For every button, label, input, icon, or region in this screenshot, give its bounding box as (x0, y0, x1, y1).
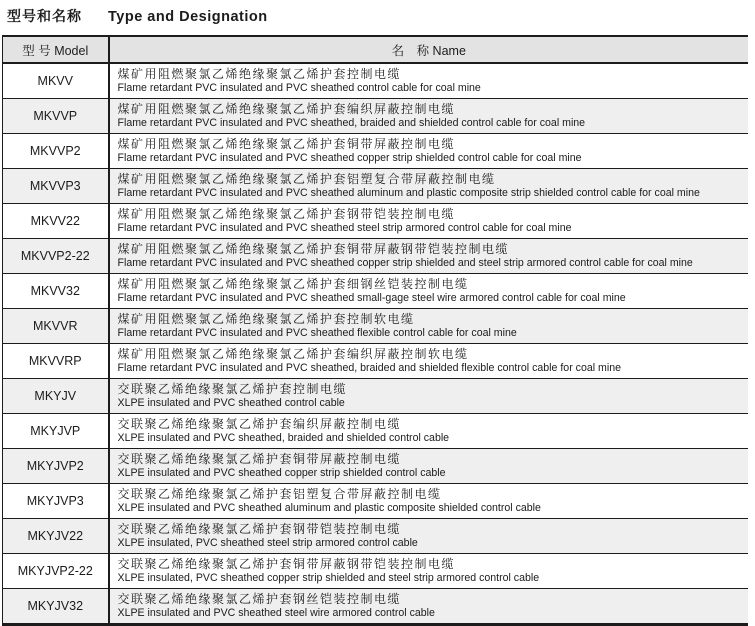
table-header-row (3, 36, 749, 63)
column-header-name: 名 称 Name (109, 36, 749, 63)
name-en: XLPE insulated and PVC sheathed control cable (117, 397, 345, 409)
model-cell: MKVVRP (3, 344, 109, 379)
name-cell (109, 484, 749, 519)
table-row (3, 134, 749, 169)
table-row (3, 589, 749, 625)
name-cell (109, 379, 749, 414)
table-row (3, 239, 749, 274)
name-zh: 煤矿用阻燃聚氯乙烯绝缘聚氯乙烯护套编织屏蔽控制软电缆 (117, 347, 469, 361)
table-row (3, 99, 749, 134)
name-en: Flame retardant PVC insulated and PVC sheathed small-gage steel wire armored control cable for coal mine (117, 292, 626, 304)
table-row (3, 309, 749, 344)
name-zh: 煤矿用阻燃聚氯乙烯绝缘聚氯乙烯护套控制软电缆 (117, 312, 415, 326)
name-cell (109, 554, 749, 589)
name-en: Flame retardant PVC insulated and PVC sheathed aluminum and plastic composite strip shielded control cable for coal mine (117, 187, 700, 199)
name-zh: 煤矿用阻燃聚氯乙烯绝缘聚氯乙烯护套铜带屏蔽控制电缆 (117, 137, 456, 151)
name-zh: 煤矿用阻燃聚氯乙烯绝缘聚氯乙烯护套铝塑复合带屏蔽控制电缆 (117, 172, 496, 186)
name-en: XLPE insulated, PVC sheathed steel strip armored control cable (117, 537, 418, 549)
table-row (3, 204, 749, 239)
name-en: XLPE insulated and PVC sheathed, braided and shielded control cable (117, 432, 450, 444)
model-cell: MKVVR (3, 309, 109, 344)
name-en: XLPE insulated, PVC sheathed copper strip shielded and steel strip armored control cable (117, 572, 540, 584)
model-cell: MKVV22 (3, 204, 109, 239)
table-row (3, 169, 749, 204)
model-cell: MKYJV32 (3, 589, 109, 625)
name-en: XLPE insulated and PVC sheathed steel wire armored control cable (117, 607, 435, 619)
name-cell (109, 204, 749, 239)
table-row (3, 484, 749, 519)
model-cell: MKYJVP3 (3, 484, 109, 519)
table-row (3, 379, 749, 414)
model-cell: MKVVP2-22 (3, 239, 109, 274)
model-cell: MKVV (3, 63, 109, 99)
name-zh: 交联聚乙烯绝缘聚氯乙烯护套控制电缆 (117, 382, 348, 396)
page-title (0, 0, 755, 26)
name-zh: 交联聚乙烯绝缘聚氯乙烯护套铜带屏蔽钢带铠装控制电缆 (117, 557, 456, 571)
name-cell (109, 309, 749, 344)
name-cell (109, 519, 749, 554)
name-cell (109, 449, 749, 484)
name-zh: 煤矿用阻燃聚氯乙烯绝缘聚氯乙烯护套铜带屏蔽钢带铠装控制电缆 (117, 242, 510, 256)
model-cell: MKYJV (3, 379, 109, 414)
name-en: XLPE insulated and PVC sheathed aluminum and plastic composite shielded control cable (117, 502, 541, 514)
name-cell (109, 274, 749, 309)
name-en: Flame retardant PVC insulated and PVC sheathed, braided and shielded flexible control cable for coal mine (117, 362, 621, 374)
name-cell (109, 414, 749, 449)
name-cell (109, 134, 749, 169)
name-zh: 交联聚乙烯绝缘聚氯乙烯护套铝塑复合带屏蔽控制电缆 (117, 487, 442, 501)
name-en: Flame retardant PVC insulated and PVC sheathed steel strip armored control cable for coal mine (117, 222, 572, 234)
table-row (3, 344, 749, 379)
name-zh: 交联聚乙烯绝缘聚氯乙烯护套编织屏蔽控制电缆 (117, 417, 402, 431)
name-zh: 煤矿用阻燃聚氯乙烯绝缘聚氯乙烯护套编织屏蔽控制电缆 (117, 102, 456, 116)
table-row (3, 449, 749, 484)
table-row (3, 414, 749, 449)
name-zh: 煤矿用阻燃聚氯乙烯绝缘聚氯乙烯护套控制电缆 (117, 67, 402, 81)
name-cell (109, 63, 749, 99)
model-cell: MKVVP (3, 99, 109, 134)
model-cell: MKVV32 (3, 274, 109, 309)
name-cell (109, 589, 749, 625)
name-cell (109, 344, 749, 379)
model-cell: MKVVP3 (3, 169, 109, 204)
table-row (3, 274, 749, 309)
name-en: XLPE insulated and PVC sheathed copper strip shielded control cable (117, 467, 446, 479)
table-row (3, 554, 749, 589)
name-cell (109, 99, 749, 134)
name-cell (109, 169, 749, 204)
column-header-model: 型 号 Model (3, 36, 109, 63)
name-en: Flame retardant PVC insulated and PVC sheathed copper strip shielded and steel strip armored control cable for coal mine (117, 257, 693, 269)
model-cell: MKYJVP2-22 (3, 554, 109, 589)
name-en: Flame retardant PVC insulated and PVC sheathed flexible control cable for coal mine (117, 327, 517, 339)
name-zh: 交联聚乙烯绝缘聚氯乙烯护套钢丝铠装控制电缆 (117, 592, 402, 606)
model-cell: MKYJV22 (3, 519, 109, 554)
model-cell: MKVVP2 (3, 134, 109, 169)
name-en: Flame retardant PVC insulated and PVC sheathed control cable for coal mine (117, 82, 481, 94)
page-title-zh: 型号和名称 (7, 8, 82, 24)
name-zh: 煤矿用阻燃聚氯乙烯绝缘聚氯乙烯护套细钢丝铠装控制电缆 (117, 277, 469, 291)
name-zh: 交联聚乙烯绝缘聚氯乙烯护套钢带铠装控制电缆 (117, 522, 402, 536)
name-zh: 煤矿用阻燃聚氯乙烯绝缘聚氯乙烯护套钢带铠装控制电缆 (117, 207, 456, 221)
table-row (3, 63, 749, 99)
name-cell (109, 239, 749, 274)
model-cell: MKYJVP (3, 414, 109, 449)
name-zh: 交联聚乙烯绝缘聚氯乙烯护套铜带屏蔽控制电缆 (117, 452, 402, 466)
model-cell: MKYJVP2 (3, 449, 109, 484)
table-row (3, 519, 749, 554)
page-title-en: Type and Designation (108, 9, 268, 25)
type-designation-table (2, 35, 748, 626)
name-en: Flame retardant PVC insulated and PVC sheathed, braided and shielded control cable for coal mine (117, 117, 586, 129)
name-en: Flame retardant PVC insulated and PVC sheathed copper strip shielded control cable for coal mine (117, 152, 582, 164)
